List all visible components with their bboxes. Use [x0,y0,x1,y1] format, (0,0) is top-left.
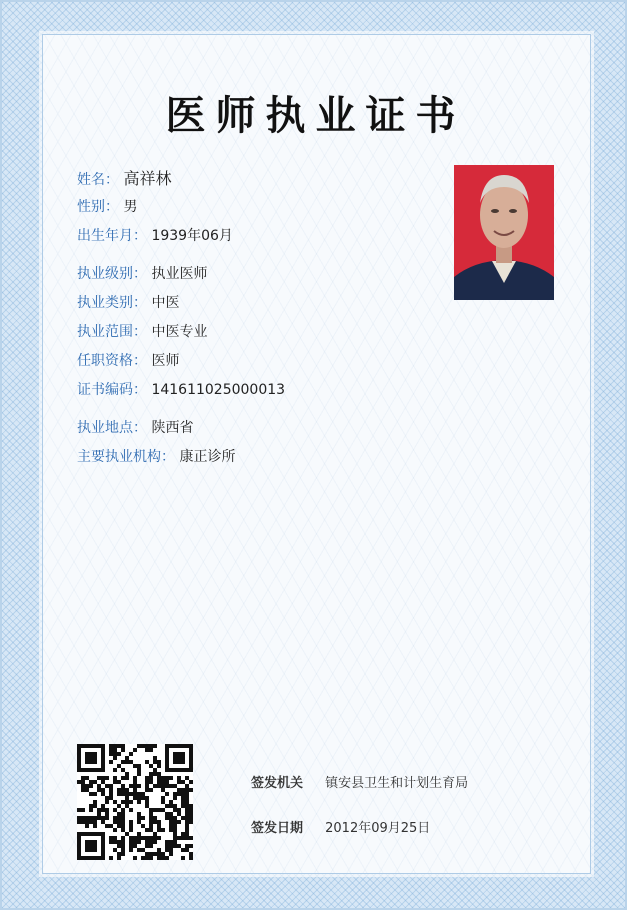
field-location-value: 陕西省 [151,420,194,436]
field-gender-value: 男 [123,199,138,215]
issuer-value: 镇安县卫生和计划生育局 [325,776,469,791]
field-title [77,350,179,370]
issue-date-row [251,817,430,836]
field-scope-value: 中医专业 [151,324,208,340]
field-category-value: 中医 [151,295,180,311]
field-name-label: 姓名： [77,172,119,188]
field-level [77,263,207,283]
field-title-label: 任职资格： [77,353,147,369]
field-location [77,417,193,437]
field-gender-label: 性别： [77,199,119,215]
field-birth [77,225,233,245]
field-gender [77,196,137,216]
issuer-label: 签发机关 [251,776,304,791]
certificate-title: 医师执业证书 [165,93,466,139]
field-birth-label: 出生年月： [77,228,147,244]
field-level-value: 执业医师 [151,266,208,282]
issue-date-value: 2012年09月25日 [325,821,431,836]
field-scope [77,321,207,341]
field-cert-no-label: 证书编码： [77,382,147,398]
field-category [77,292,179,312]
field-name-value: 高祥林 [123,169,172,188]
qr-code [77,744,193,860]
field-institution-value: 康正诊所 [179,449,236,465]
field-category-label: 执业类别： [77,295,147,311]
field-birth-value: 1939年06月 [151,228,233,244]
field-name [77,166,171,189]
field-cert-no [77,379,285,399]
field-institution-label: 主要执业机构： [77,449,175,465]
portrait-photo [454,165,554,300]
issue-date-label: 签发日期 [251,821,304,836]
field-level-label: 执业级别： [77,266,147,282]
field-title-value: 医师 [151,353,180,369]
field-scope-label: 执业范围： [77,324,147,340]
issuer-row [251,772,468,791]
field-location-label: 执业地点： [77,420,147,436]
field-institution [77,446,235,466]
field-cert-no-value: 141611025000013 [151,382,286,398]
